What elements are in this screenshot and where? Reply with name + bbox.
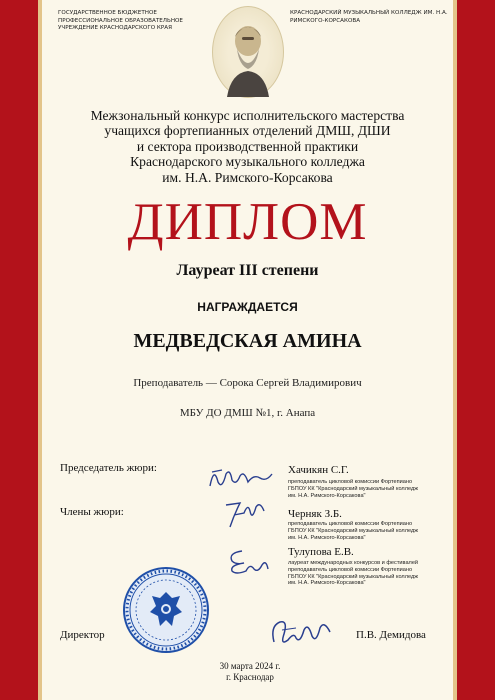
director-signature-icon	[266, 612, 336, 652]
contest-line: им. Н.А. Римского-Корсакова	[162, 169, 333, 185]
contest-line: учащихся фортепианных отделений ДМШ, ДШИ	[104, 123, 391, 139]
director-label: Директор	[60, 629, 105, 641]
desc-line: преподаватель цикловой комиссии Фортепиано	[288, 521, 413, 527]
school-line: МБУ ДО ДМШ №1, г. Анапа	[179, 407, 316, 419]
contest-line: Краснодарского музыкального колледжа	[130, 154, 365, 170]
recipient-name: МЕДВЕДСКАЯ АМИНА	[133, 330, 362, 352]
desc-line: преподаватель цикловой комиссии Фортепиано	[288, 566, 413, 573]
desc-line: лауреат международных конкурсов и фестивалей	[288, 560, 419, 566]
jury-chair-name: Хачикян С.Г.	[288, 464, 349, 476]
laureate-degree: Лауреат III степени	[176, 262, 319, 279]
contest-title	[60, 108, 435, 185]
footer-date-place	[200, 661, 300, 683]
member2-signature-icon	[222, 543, 272, 577]
desc-line: им. Н.А. Римского-Корсакова"	[288, 492, 366, 499]
frame-stripe-right	[453, 0, 457, 700]
header-institution-left: ГОСУДАРСТВЕННОЕ БЮДЖЕТНОЕ ПРОФЕССИОНАЛЬНОЕ ОБРАЗОВАТЕЛЬНОЕ УЧРЕЖДЕНИЕ КРАСНОДАРСКОГО КРАЯ	[58, 10, 183, 31]
diploma-heading: ДИПЛОМ	[127, 193, 368, 251]
official-seal-icon	[122, 566, 210, 654]
desc-line: преподаватель цикловой комиссии Фортепиано	[288, 479, 413, 485]
contest-line: Межзональный конкурс исполнительского мастерства	[90, 108, 405, 123]
jury-chair-label: Председатель жюри:	[60, 462, 157, 474]
member1-signature-icon	[220, 497, 270, 531]
header-institution-right: КРАСНОДАРСКИЙ МУЗЫКАЛЬНЫЙ КОЛЛЕДЖ ИМ. Н.А. РИМСКОГО-КОРСАКОВА	[290, 10, 448, 24]
director-name: П.В. Демидова	[356, 629, 426, 641]
jury-member1-name: Черняк З.Б.	[288, 508, 342, 520]
chair-signature-icon	[206, 460, 276, 494]
footer-date: 30 марта 2024 г.	[219, 661, 281, 671]
portrait-icon	[213, 7, 283, 97]
jury-member2-description	[288, 560, 458, 587]
desc-line: ГБПОУ КК "Краснодарский музыкальный колледж	[288, 527, 418, 534]
jury-chair-description	[288, 479, 458, 499]
desc-line: ГБПОУ КК "Краснодарский музыкальный колледж	[288, 485, 418, 492]
jury-member2-name: Тулупова Е.В.	[288, 546, 354, 558]
desc-line: им. Н.А. Римского-Корсакова"	[288, 580, 366, 587]
contest-line: и сектора производственной практики	[136, 138, 359, 154]
desc-line: им. Н.А. Римского-Корсакова"	[288, 534, 366, 541]
jury-member1-description	[288, 521, 458, 541]
composer-portrait	[212, 6, 284, 98]
teacher-line: Преподаватель — Сорока Сергей Владимирович	[133, 377, 362, 389]
footer-city: г. Краснодар	[226, 672, 274, 682]
desc-line: ГБПОУ КК "Краснодарский музыкальный колледж	[288, 573, 418, 580]
awarded-label: НАГРАЖДАЕТСЯ	[197, 300, 298, 314]
jury-members-label: Члены жюри:	[60, 506, 124, 518]
